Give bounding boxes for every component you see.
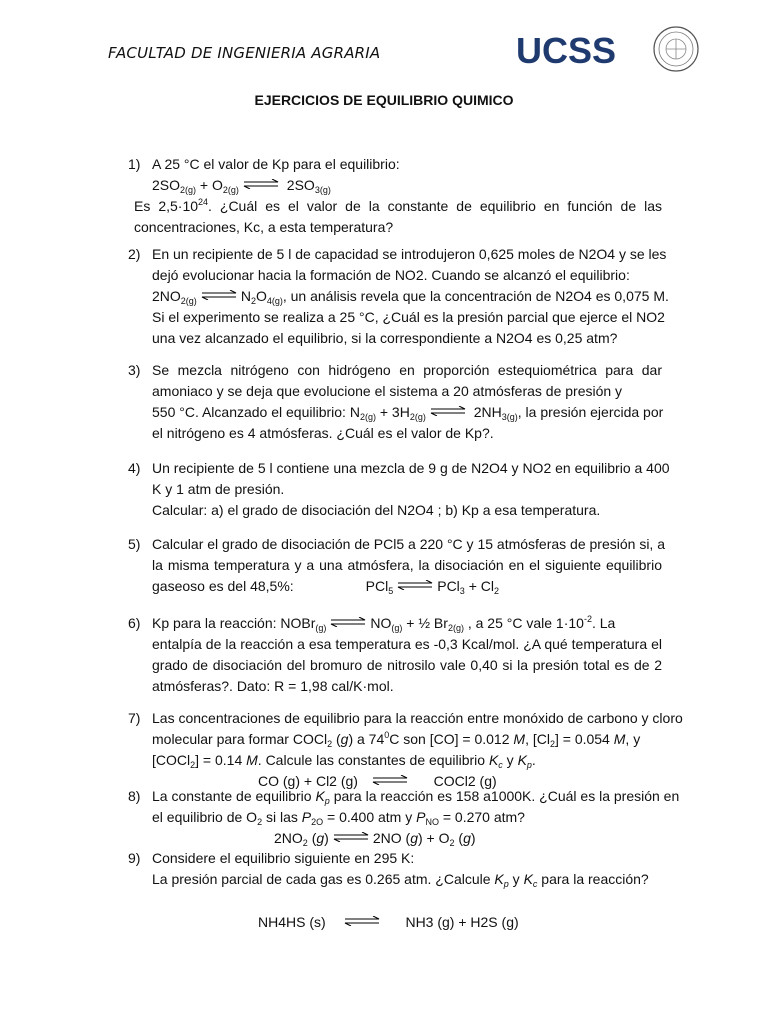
- exercise-5: [128, 534, 665, 597]
- equation: $2NO_2$ (g) 2NO $(g) + O_2$ (g): [274, 830, 476, 848]
- exercise-text: la misma temperatura y a una atmósfera, la disociación en el siguiente equilibrio: [152, 557, 662, 573]
- exercise-text: Calcular el grado de disociación de PCl5 a 220 °C y 15 atmósferas de presión si, a: [152, 536, 665, 552]
- exercise-text: En un recipiente de 5 l de capacidad se introdujeron 0,625 moles de N2O4 y se les: [152, 246, 667, 262]
- equation: CO (g) + Cl2 (g) COCl2 (g): [258, 773, 497, 789]
- exercise-text: grado de disociación del bromuro de nitrosilo vale 0,40 si la presión total es de 2: [152, 657, 662, 673]
- equation: NH4HS (s) NH3 (g) + H2S (g): [258, 914, 519, 930]
- page-title: EJERCICIOS DE EQUILIBRIO QUIMICO: [254, 92, 514, 108]
- exercise-text: el equilibrio de $O_2$ si las $P_{2O} = 0.400$ atm y $P_{NO} = 0.270$ atm?: [152, 809, 525, 827]
- exercise-text: Las concentraciones de equilibrio para la reacción entre monóxido de carbono y cloro: [152, 710, 683, 726]
- exercise-number: 9): [128, 850, 141, 866]
- exercise-text: entalpía de la reacción a esa temperatura es -0,3 Kcal/mol. ¿A qué temperatura el: [152, 636, 662, 652]
- exercise-text: Un recipiente de 5 l contiene una mezcla de 9 g de N2O4 y NO2 en equilibrio a 400: [152, 460, 670, 476]
- exercise-number: 2): [128, 246, 141, 262]
- exercise-text: La presión parcial de cada gas es 0.265 atm. ¿Calcule $K_p$ y $K_c$ para la reacción?: [152, 871, 649, 889]
- exercise-number: 6): [128, 615, 141, 631]
- equation: $2SO_{2(g)} + O_{2(g)}$ $2SO_{3(g)}$: [152, 177, 331, 195]
- exercise-text: [COCl$_2$] = 0.14 M. Calcule las constantes de equilibrio $K_c$ y $K_p$.: [152, 752, 536, 770]
- exercise-text: dejó evolucionar hacia la formación de NO2. Cuando se alcanzó el equilibrio:: [152, 267, 630, 283]
- exercise-number: 4): [128, 460, 141, 476]
- svg-text:UCSS: UCSS: [516, 30, 617, 71]
- exercise-text: concentraciones, Kc, a esta temperatura?: [134, 219, 394, 235]
- exercise-text: molecular para formar COCl$_2$ (g) a $74^0C$ son [CO] = 0.012 M, $[Cl_2] = 0.054$ M, y: [152, 730, 641, 749]
- exercise-4: [128, 458, 670, 521]
- equilibrium-arrows-icon: [372, 775, 408, 785]
- exercise-text: La constante de equilibrio $K_p$ para la reacción es 158 a1000K. ¿Cuál es la presión en: [152, 788, 680, 806]
- exercise-number: 3): [128, 362, 141, 378]
- exercise-text: gaseoso es del 48,5%: PCl$_5$ $PCl_3 + Cl_2$: [152, 578, 500, 596]
- exercise-text: Si el experimento se realiza a 25 °C, ¿Cuál es la presión parcial que ejerce el NO2: [152, 309, 665, 325]
- exercise-2: [128, 244, 669, 349]
- exercise-text: el nitrógeno es 4 atmósferas. ¿Cuál es el valor de Kp?.: [152, 425, 494, 441]
- equilibrium-arrows-icon: [330, 617, 366, 627]
- exercise-number: 7): [128, 710, 141, 726]
- ucss-logo: [514, 26, 704, 76]
- exercise-text: K y 1 atm de presión.: [152, 481, 285, 497]
- equilibrium-arrows-icon: [397, 580, 433, 590]
- exercise-text: A 25 °C el valor de Kp para el equilibrio:: [152, 156, 400, 172]
- exercise-text: amoniaco y se deja que evolucione el sistema a 20 atmósferas de presión y: [152, 383, 623, 399]
- exercise-text: una vez alcanzado el equilibrio, si la correspondiente a N2O4 es 0,25 atm?: [152, 330, 618, 346]
- exercise-text: $2NO_{2(g)}$ $N_2O_{4(g)}$, un análisis revela que la concentración de N2O4 es 0,075 M.: [152, 288, 669, 306]
- exercise-1: [128, 154, 662, 238]
- exercise-number: 1): [128, 156, 141, 172]
- exercise-text: Calcular: a) el grado de disociación del N2O4 ; b) Kp a esa temperatura.: [152, 502, 601, 518]
- exercise-9: [128, 848, 662, 933]
- exercise-8: [128, 786, 680, 849]
- exercise-3: [128, 360, 662, 444]
- exercise-text: atmósferas?. Dato: R = 1,98 cal/K·mol.: [152, 678, 394, 694]
- equilibrium-arrows-icon: [243, 179, 279, 189]
- exercise-text: 550 °C. Alcanzado el equilibrio: $N_{2(g)} + 3H_{2(g)}$ $2NH_{3(g)}$, la presión ejercida por: [152, 404, 664, 422]
- exercise-text: Es $2,5\cdot 10^{24}$. ¿Cuál es el valor de la constante de equilibrio en función de las: [134, 197, 662, 214]
- equilibrium-arrows-icon: [333, 832, 369, 842]
- exercise-number: 8): [128, 788, 141, 804]
- exercise-number: 5): [128, 536, 141, 552]
- exercise-text: Se mezcla nitrógeno con hidrógeno en proporción estequiométrica para dar: [152, 362, 662, 378]
- equilibrium-arrows-icon: [201, 290, 237, 300]
- equilibrium-arrows-icon: [430, 406, 466, 416]
- exercise-6: [128, 613, 662, 697]
- exercise-text: Considere el equilibrio siguiente en 295 K:: [152, 850, 415, 866]
- exercise-text: Kp para la reacción: NOBr$_{(g)}$ $NO_{(g)}$ + ½ $Br_{2(g)}$ , a 25 °C vale $1\cdot 10^{-2}$. La: [152, 614, 616, 633]
- exercise-7: [128, 708, 683, 792]
- equilibrium-arrows-icon: [344, 916, 380, 926]
- faculty-header: FACULTAD DE INGENIERIA AGRARIA: [108, 44, 381, 62]
